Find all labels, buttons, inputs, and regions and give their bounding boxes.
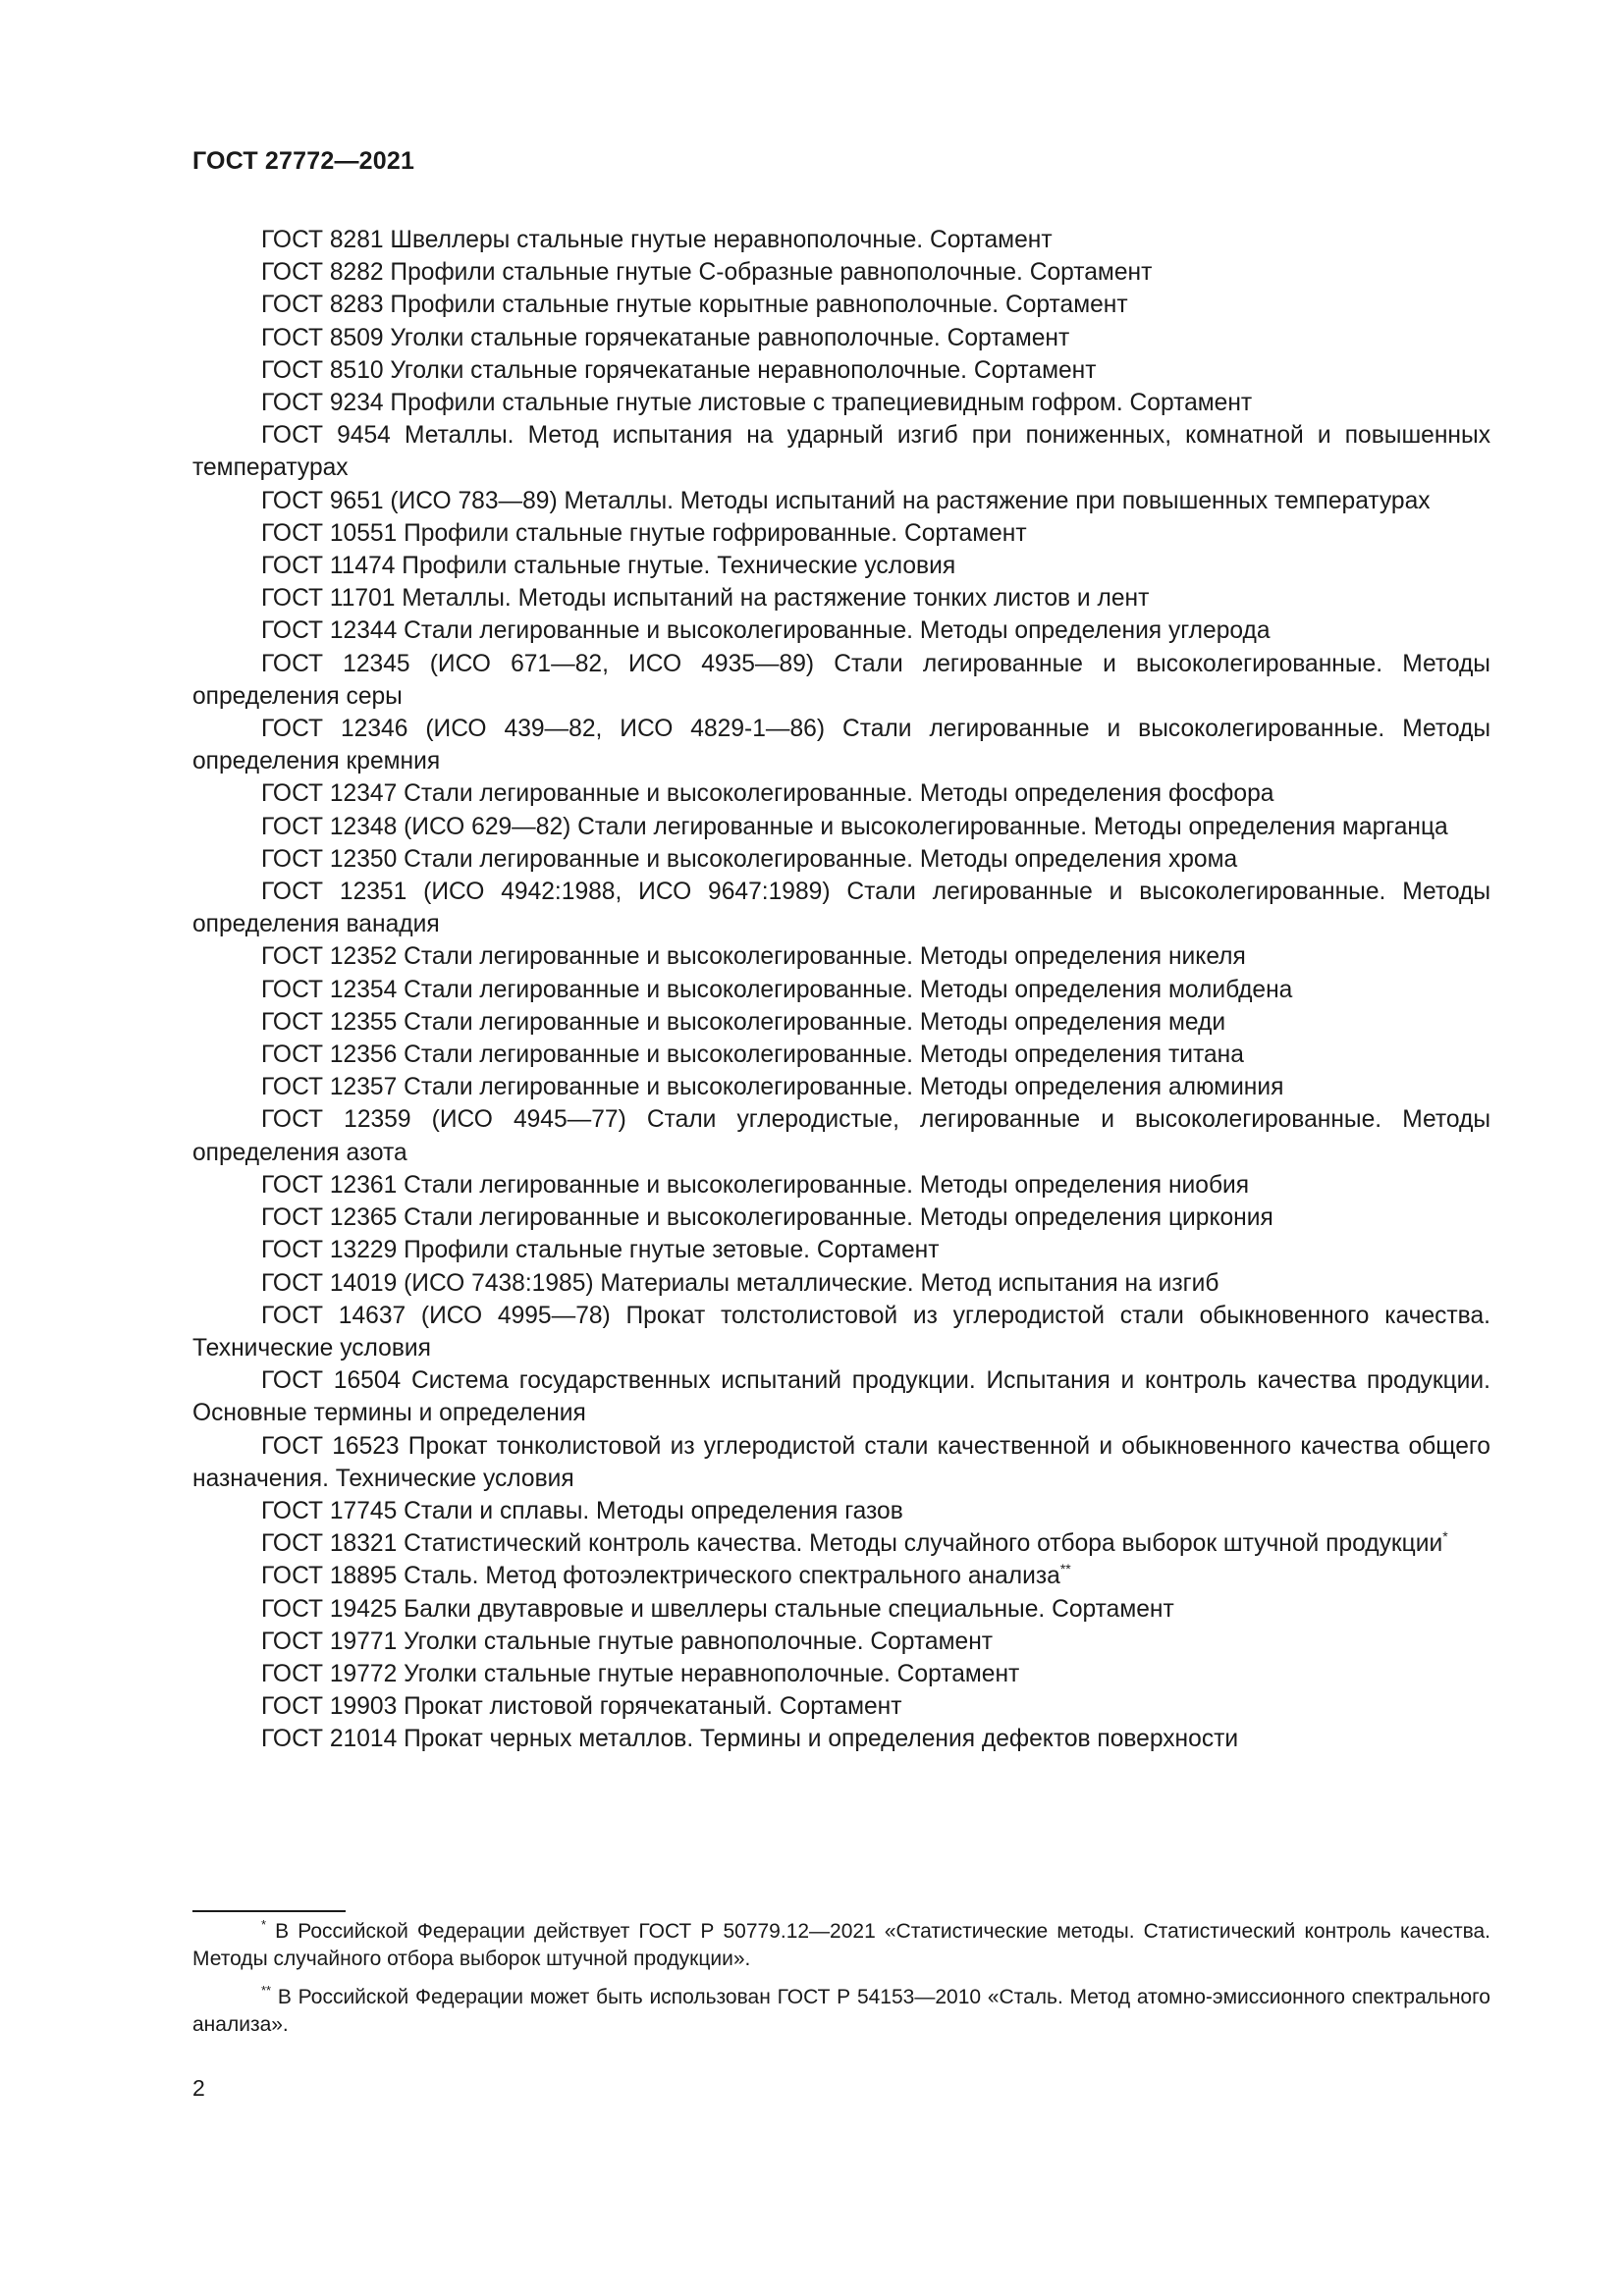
reference-item: ГОСТ 8281 Швеллеры стальные гнутые неравнополочные. Сортамент	[261, 227, 1053, 253]
reference-item: ГОСТ 12346 (ИСО 439—82, ИСО 4829-1—86) Стали легированные и высоколегированные. Методы определения кремния	[192, 716, 1490, 775]
reference-item: ГОСТ 13229 Профили стальные гнутые зетовые. Сортамент	[261, 1237, 940, 1264]
reference-item: ГОСТ 14637 (ИСО 4995—78) Прокат толстолистовой из углеродистой стали обыкновенного качества. Технические условия	[192, 1302, 1490, 1362]
reference-item: ГОСТ 12356 Стали легированные и высоколегированные. Методы определения титана	[261, 1041, 1244, 1069]
reference-item: ГОСТ 12361 Стали легированные и высоколегированные. Методы определения ниобия	[261, 1171, 1250, 1199]
reference-item: ГОСТ 16504 Система государственных испытаний продукции. Испытания и контроль качества продукции. Основные термины и определения	[192, 1367, 1490, 1427]
reference-item: ГОСТ 12365 Стали легированные и высоколегированные. Методы определения циркония	[261, 1204, 1273, 1232]
reference-item: ГОСТ 12350 Стали легированные и высоколегированные. Методы определения хрома	[261, 845, 1238, 873]
reference-item: ГОСТ 8510 Уголки стальные горячекатаные неравнополочные. Сортамент	[261, 356, 1097, 384]
reference-item: ГОСТ 19425 Балки двутавровые и швеллеры стальные специальные. Сортамент	[261, 1595, 1174, 1623]
reference-item: ГОСТ 12344 Стали легированные и высоколегированные. Методы определения углерода	[261, 617, 1271, 645]
reference-item: ГОСТ 12359 (ИСО 4945—77) Стали углеродистые, легированные и высоколегированные. Методы определения азота	[192, 1106, 1490, 1166]
reference-item: ГОСТ 17745 Стали и сплавы. Методы определения газов	[261, 1497, 903, 1524]
reference-item: ГОСТ 9454 Металлы. Метод испытания на ударный изгиб при пониженных, комнатной и повышенных температурах	[192, 422, 1490, 482]
normative-references-list	[192, 224, 1490, 1756]
footnote	[192, 1918, 1490, 1973]
reference-item: ГОСТ 18895 Сталь. Метод фотоэлектрического спектрального анализа**	[261, 1561, 1071, 1590]
reference-item: ГОСТ 12348 (ИСО 629—82) Стали легированные и высоколегированные. Методы определения марганца	[261, 813, 1448, 840]
footnotes	[192, 1918, 1490, 2050]
reference-item: ГОСТ 11701 Металлы. Методы испытаний на растяжение тонких листов и лент	[261, 585, 1150, 613]
reference-item: ГОСТ 19772 Уголки стальные гнутые неравнополочные. Сортамент	[261, 1660, 1020, 1687]
reference-item: ГОСТ 12355 Стали легированные и высоколегированные. Методы определения меди	[261, 1008, 1226, 1036]
reference-item: ГОСТ 12357 Стали легированные и высоколегированные. Методы определения алюминия	[261, 1074, 1284, 1101]
page-number: 2	[192, 2075, 205, 2101]
reference-item: ГОСТ 21014 Прокат черных металлов. Термины и определения дефектов поверхности	[261, 1726, 1239, 1753]
footnote-separator	[192, 1910, 346, 1912]
reference-item: ГОСТ 12351 (ИСО 4942:1988, ИСО 9647:1989) Стали легированные и высоколегированные. Методы определения ванадия	[192, 879, 1490, 938]
reference-item: ГОСТ 18321 Статистический контроль качества. Методы случайного отбора выборок штучной продукции*	[261, 1528, 1448, 1558]
document-header-title: ГОСТ 27772—2021	[192, 147, 415, 175]
footnote-text: В Российской Федерации действует ГОСТ Р 50779.12—2021 «Статистические методы. Статистический контроль качества. Методы случайного отбора выборок штучной продукции».	[192, 1920, 1491, 1970]
reference-item: ГОСТ 12345 (ИСО 671—82, ИСО 4935—89) Стали легированные и высоколегированные. Методы определения серы	[192, 650, 1490, 710]
reference-item: ГОСТ 12354 Стали легированные и высоколегированные. Методы определения молибдена	[261, 976, 1293, 1003]
reference-item: ГОСТ 8283 Профили стальные гнутые корытные равнополочные. Сортамент	[261, 292, 1128, 319]
reference-item: ГОСТ 8282 Профили стальные гнутые С-образные равнополочные. Сортамент	[261, 259, 1153, 287]
footnote-mark: **	[261, 1983, 272, 1998]
reference-item: ГОСТ 19903 Прокат листовой горячекатаный. Сортамент	[261, 1693, 902, 1721]
reference-item: ГОСТ 16523 Прокат тонколистовой из углеродистой стали качественной и обыкновенного качества общего назначения. Технические условия	[192, 1432, 1490, 1492]
reference-item: ГОСТ 9234 Профили стальные гнутые листовые с трапециевидным гофром. Сортамент	[261, 390, 1253, 417]
reference-item: ГОСТ 19771 Уголки стальные гнутые равнополочные. Сортамент	[261, 1628, 994, 1655]
footnote-marker[interactable]: *	[1442, 1528, 1448, 1545]
reference-item: ГОСТ 12352 Стали легированные и высоколегированные. Методы определения никеля	[261, 943, 1246, 971]
footnote	[192, 1984, 1490, 2039]
footnote-marker[interactable]: **	[1059, 1561, 1071, 1577]
footnote-text: В Российской Федерации может быть использован ГОСТ Р 54153—2010 «Сталь. Метод атомно-эмиссионного спектрального анализа».	[192, 1986, 1490, 2036]
reference-item: ГОСТ 10551 Профили стальные гнутые гофрированные. Сортамент	[261, 519, 1027, 547]
reference-item: ГОСТ 12347 Стали легированные и высоколегированные. Методы определения фосфора	[261, 780, 1274, 808]
reference-item: ГОСТ 9651 (ИСО 783—89) Металлы. Методы испытаний на растяжение при повышенных температурах	[261, 487, 1431, 514]
reference-item: ГОСТ 14019 (ИСО 7438:1985) Материалы металлические. Метод испытания на изгиб	[261, 1269, 1219, 1297]
reference-item: ГОСТ 8509 Уголки стальные горячекатаные равнополочные. Сортамент	[261, 324, 1070, 351]
reference-item: ГОСТ 11474 Профили стальные гнутые. Технические условия	[261, 553, 956, 580]
footnote-mark: *	[261, 1917, 267, 1932]
